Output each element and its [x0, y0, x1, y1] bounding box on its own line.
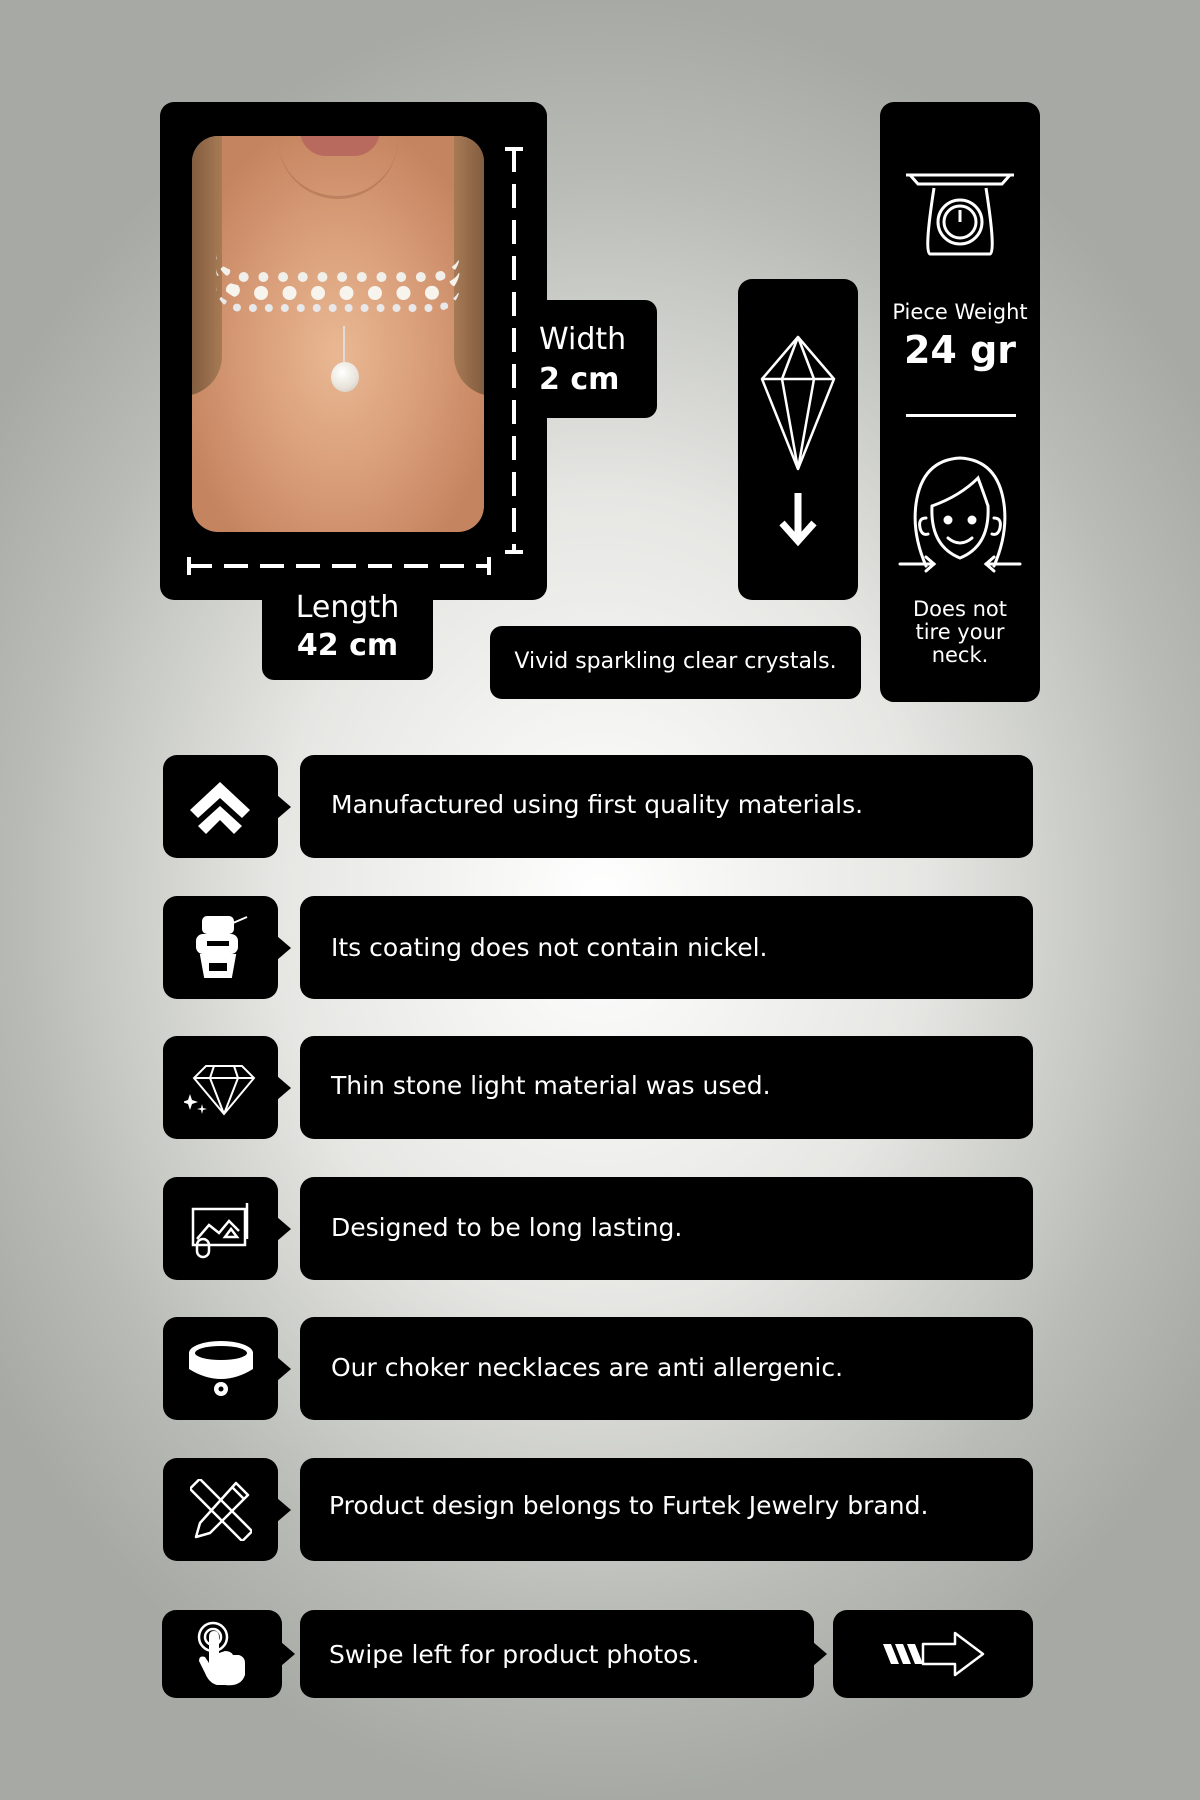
- feature-icon-box: [163, 1458, 278, 1561]
- feature-pointer: [277, 1498, 291, 1522]
- swipe-arrow-icon: [879, 1629, 987, 1679]
- comfort-text: Does not tire your neck.: [913, 597, 1007, 667]
- length-label: Length: [295, 590, 400, 625]
- feature-text: Its coating does not contain nickel.: [331, 933, 768, 962]
- feature-text: Product design belongs to Furtek Jewelry brand.: [329, 1491, 929, 1520]
- crystal-caption-box: [490, 626, 861, 699]
- feature-row: [300, 1036, 1033, 1139]
- arrow-down-icon: [778, 491, 818, 547]
- pencil-ruler-icon: [190, 1479, 252, 1541]
- feature-text: Designed to be long lasting.: [331, 1213, 683, 1242]
- scale-icon: [904, 172, 1016, 258]
- feature-icon-box: [163, 1036, 278, 1139]
- swipe-pointer-right: [813, 1642, 827, 1666]
- crystal-icon: [758, 335, 838, 473]
- tap-hand-icon: [195, 1621, 249, 1687]
- feature-row: [300, 896, 1033, 999]
- crystal-panel: [738, 279, 858, 600]
- choker-icon: [187, 1339, 255, 1399]
- face-icon: [898, 454, 1022, 578]
- feature-text: Our choker necklaces are anti allergenic.: [331, 1353, 844, 1382]
- swipe-pointer: [281, 1642, 295, 1666]
- feature-row: [300, 1458, 1033, 1561]
- width-measure-line: [502, 146, 526, 556]
- feature-pointer: [277, 1217, 291, 1241]
- feature-pointer: [277, 1357, 291, 1381]
- width-label-box: [525, 300, 657, 418]
- feature-icon-box: [163, 1177, 278, 1280]
- weight-panel: [880, 102, 1040, 702]
- length-value: 42 cm: [296, 628, 399, 663]
- design-board-icon: [189, 1199, 253, 1259]
- swipe-text: Swipe left for product photos.: [329, 1640, 700, 1669]
- feature-icon-box: [163, 755, 278, 858]
- feature-row: [300, 1317, 1033, 1420]
- feature-row: [300, 1177, 1033, 1280]
- quality-arrow-icon: [188, 780, 254, 834]
- feature-text: Manufactured using first quality materials.: [331, 790, 864, 819]
- tap-icon-box: [162, 1610, 282, 1698]
- coating-tool-icon: [191, 913, 251, 983]
- weight-label: Piece Weight: [892, 300, 1028, 324]
- feature-pointer: [277, 795, 291, 819]
- feature-icon-box: [163, 896, 278, 999]
- length-measure-line: [186, 555, 492, 577]
- diamond-sparkle-icon: [184, 1060, 258, 1116]
- width-value: 2 cm: [539, 362, 620, 397]
- necklace-photo: [192, 136, 484, 532]
- feature-row: [300, 755, 1033, 858]
- swipe-row[interactable]: [300, 1610, 814, 1698]
- swipe-arrow-button[interactable]: [833, 1610, 1033, 1698]
- feature-icon-box: [163, 1317, 278, 1420]
- length-label-box: [262, 580, 433, 680]
- divider: [906, 414, 1016, 417]
- weight-value: 24 gr: [903, 328, 1017, 372]
- feature-pointer: [277, 936, 291, 960]
- feature-pointer: [277, 1076, 291, 1100]
- feature-text: Thin stone light material was used.: [331, 1071, 771, 1100]
- crystal-caption: Vivid sparkling clear crystals.: [514, 649, 837, 674]
- width-label: Width: [539, 322, 627, 357]
